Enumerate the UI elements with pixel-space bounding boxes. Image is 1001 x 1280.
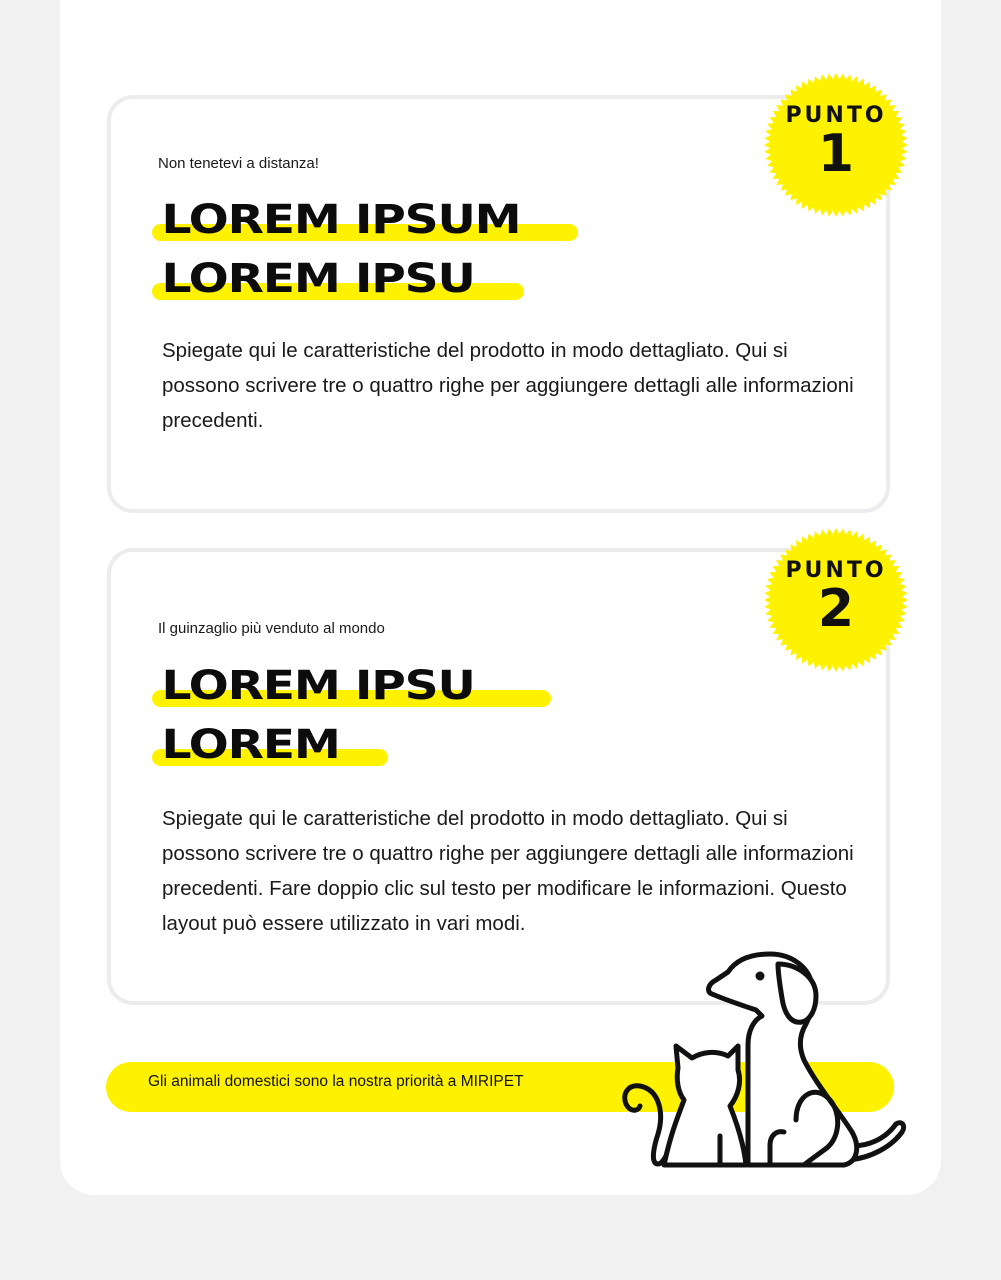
card-kicker: Non tenetevi a distanza! [158, 155, 319, 172]
badge-label: PUNTO [785, 102, 887, 128]
card-kicker: Il guinzaglio più venduto al mondo [158, 620, 385, 637]
card-body-text: Spiegate qui le caratteristiche del prodotto in modo dettagliato. Qui si possono scrivere tre o quattro righe per aggiungere dettagli alle informazioni precedenti. Fare doppio clic sul testo per modificare le informazioni. Questo layout può essere utilizzato in vari modi. [162, 807, 854, 935]
card-heading-line: LOREM IPSU [152, 252, 425, 306]
card-body-text: Spiegate qui le caratteristiche del prodotto in modo dettagliato. Qui si possono scrivere tre o quattro righe per aggiungere dettagli alle informazioni precedenti. [162, 339, 854, 432]
point-badge-2 [763, 527, 909, 673]
point-badge-1 [763, 72, 909, 218]
card-heading-line: LOREM IPSU [152, 659, 425, 713]
badge-number: 2 [817, 578, 855, 639]
dog-and-cat-icon [620, 950, 910, 1175]
card-heading-line: LOREM [152, 718, 311, 772]
card-heading-line: LOREM IPSUM [152, 193, 464, 247]
badge-number: 1 [817, 123, 855, 184]
badge-label: PUNTO [785, 557, 887, 583]
footer-text: Gli animali domestici sono la nostra priorità a MIRIPET [148, 1073, 524, 1090]
